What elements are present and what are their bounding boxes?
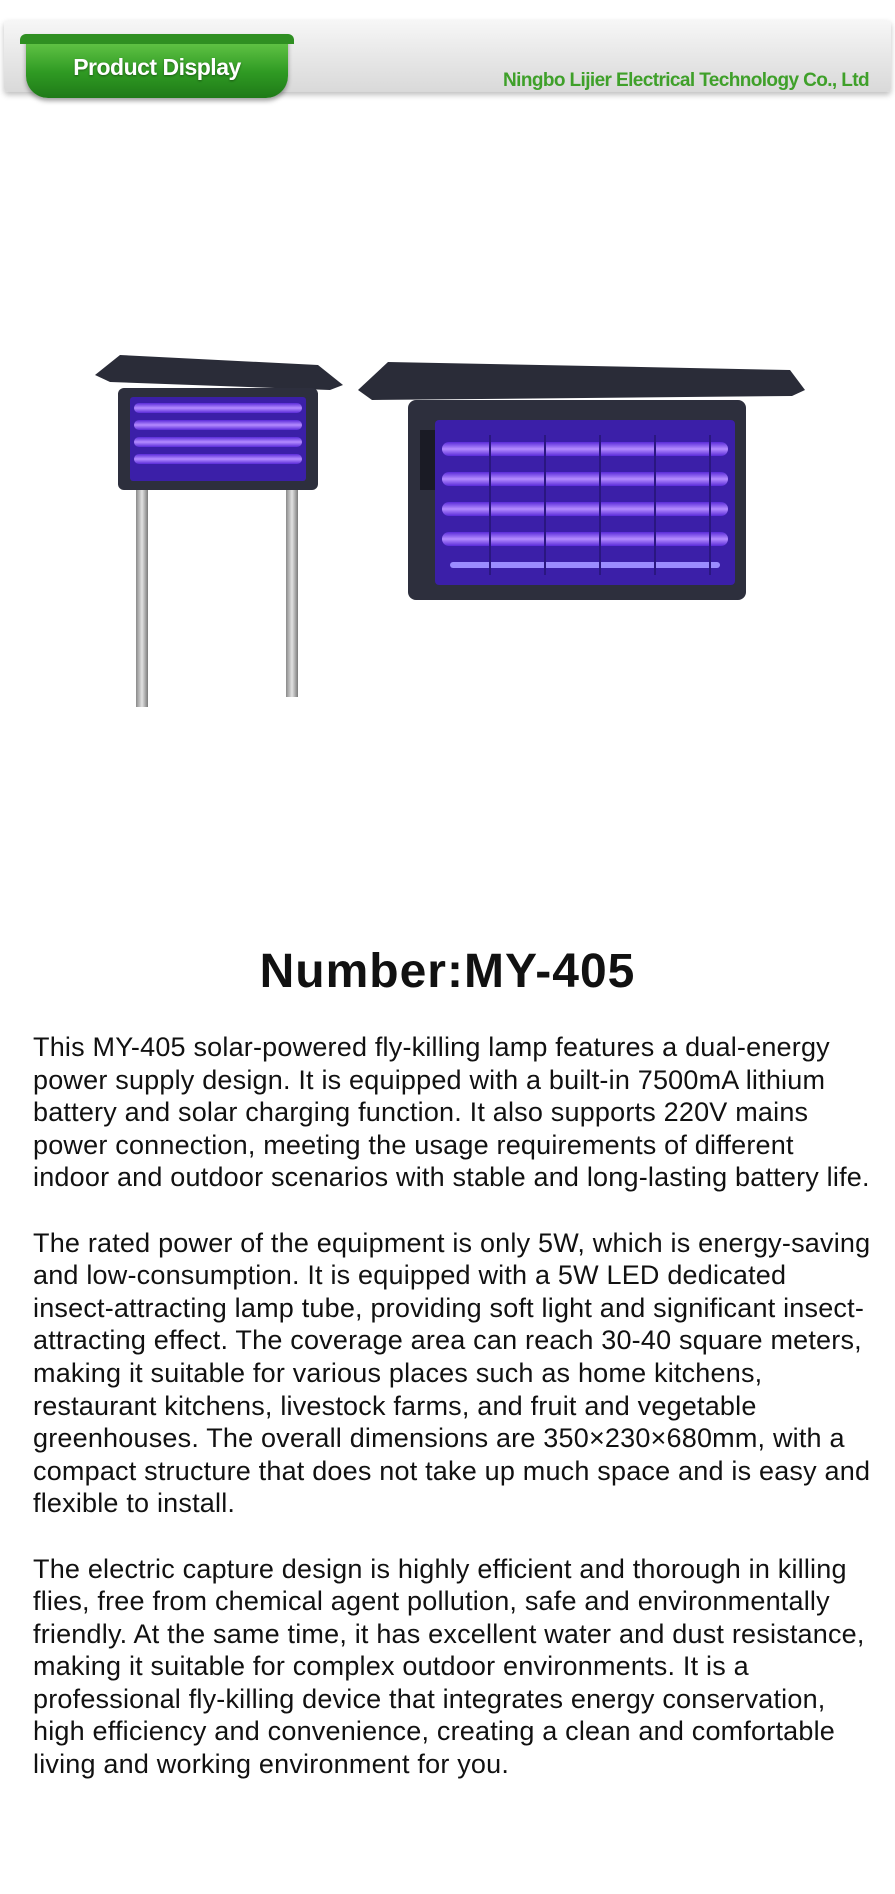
model-number-label: Number [259,945,447,998]
header-banner [4,20,891,92]
description-paragraph: This MY-405 solar-powered fly-killing lamp features a dual-energy power supply design. It is equipped with a built-in 7500mA lithium battery and solar charging function. It also supports 220V mains power connection, meeting the usage requirements of different indoor and outdoor scenarios with stable and long-lasting battery life. [33,1032,870,1193]
product-description [33,1031,873,1813]
model-number-value: MY-405 [463,945,636,998]
description-paragraph: The electric capture design is highly efficient and thorough in killing flies, free from chemical agent pollution, safe and environmentally friendly. At the same time, it has excellent water and dust resistance, making it suitable for complex outdoor environments. It is a professional fly-killing device that integrates energy conservation, high efficiency and convenience, creating a clean and comfortable living and working environment for you. [33,1553,865,1780]
product-display-label: Product Display [73,54,241,80]
product-photo [90,340,810,720]
description-paragraph: The rated power of the equipment is only 5W, which is energy-saving and low-consumption. It is equipped with a 5W LED dedicated insect-attracting lamp tube, providing soft light and significant insect-attracting effect. The coverage area can reach 30-40 square meters, making it suitable for various places such as home kitchens, restaurant kitchens, livestock farms, and fruit and vegetable greenhouses. The overall dimensions are 350×230×680mm, with a compact structure that does not take up much space and is easy and flexible to install. [33,1227,871,1519]
model-number-title [0,944,895,999]
large-lamp [358,362,805,600]
model-number-separator: : [446,945,464,998]
product-display-tab [26,34,288,98]
small-lamp [95,355,343,707]
company-name: Ningbo Lijier Electrical Technology Co., Ltd [503,70,869,91]
